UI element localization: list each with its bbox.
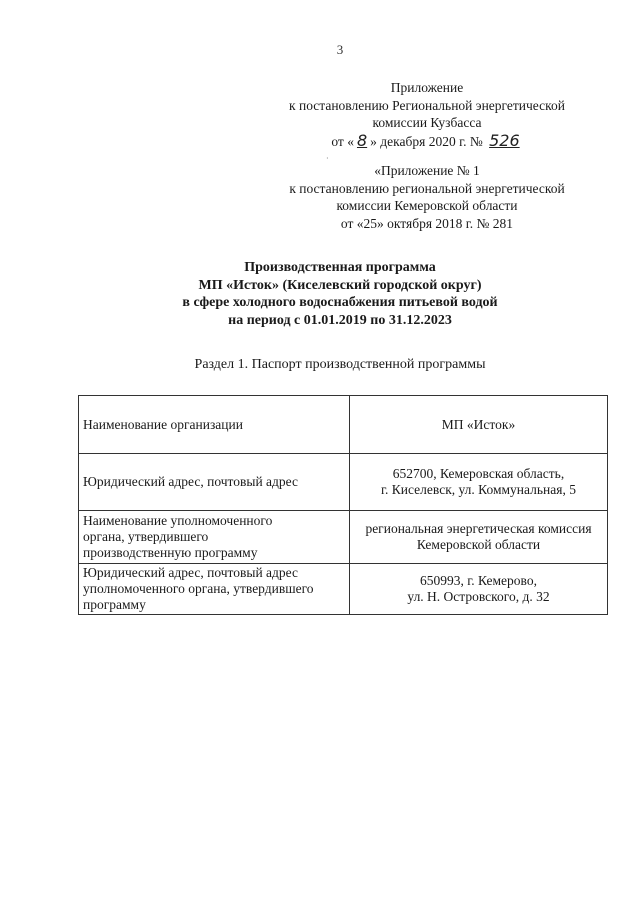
title-line-2: МП «Исток» (Киселевский городской округ): [198, 277, 482, 293]
attachment-header: [262, 79, 592, 150]
table-row: [79, 454, 608, 511]
date-suffix: » декабря 2020 г. №: [370, 133, 483, 149]
row-label: Юридический адрес, почтовый адрес уполномоченного органа, утвердившего программу: [79, 564, 350, 615]
attachment-commission-line: комиссии Кузбасса: [372, 115, 482, 130]
row-label: Наименование уполномоченного органа, утвердившего производственную программу: [79, 511, 350, 564]
handwritten-doc-number: 526: [489, 130, 520, 150]
passport-table: [78, 395, 608, 615]
row-value: МП «Исток»: [350, 396, 608, 454]
date-prefix: от «: [331, 133, 354, 149]
section-title: Раздел 1. Паспорт производственной программы: [194, 357, 486, 372]
handwritten-day: 8: [356, 130, 368, 150]
page-number: 3: [336, 42, 344, 57]
row-value: региональная энергетическая комиссия Кемеровской области: [350, 511, 608, 564]
row-label: Юридический адрес, почтовый адрес: [79, 454, 350, 511]
scan-mark: ·: [326, 154, 329, 163]
original-resolution-line: к постановлению региональной энергетической: [289, 180, 565, 196]
table-row: [79, 564, 608, 615]
row-value: 652700, Кемеровская область, г. Киселевск, ул. Коммунальная, 5: [350, 454, 608, 511]
title-line-1: Производственная программа: [244, 260, 436, 275]
table-row: [79, 511, 608, 564]
original-commission-line: комиссии Кемеровской области: [336, 198, 518, 213]
original-attachment-title: «Приложение № 1: [374, 163, 480, 178]
original-date-line: от «25» октября 2018 г. № 281: [340, 215, 514, 231]
title-line-3: в сфере холодного водоснабжения питьевой водой: [182, 295, 498, 310]
title-line-4: на период с 01.01.2019 по 31.12.2023: [228, 312, 452, 328]
original-attachment-header: [262, 162, 592, 232]
row-label: Наименование организации: [79, 396, 350, 454]
document-title: [0, 259, 640, 329]
row-value: 650993, г. Кемерово, ул. Н. Островского, д. 32: [350, 564, 608, 615]
attachment-date-line: [262, 132, 592, 151]
attachment-title: Приложение: [390, 80, 464, 95]
table-row: [79, 396, 608, 454]
attachment-resolution-line: к постановлению Региональной энергетической: [289, 97, 565, 113]
